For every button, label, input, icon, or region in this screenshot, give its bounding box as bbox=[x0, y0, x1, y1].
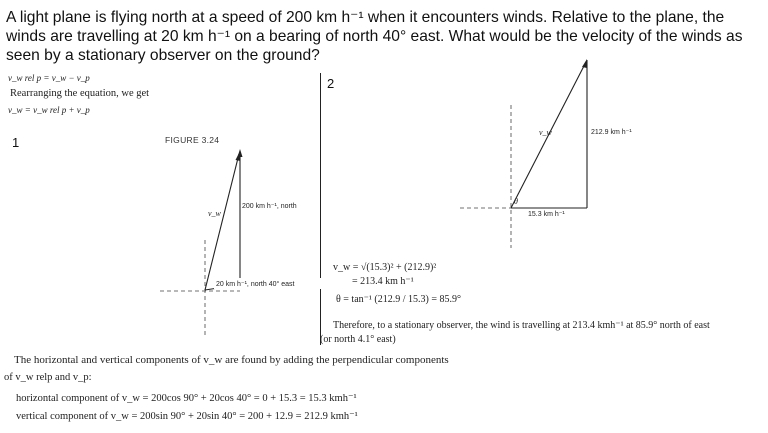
question-text: A light plane is flying north at a speed of 200 km h⁻¹ when it encounters winds. Relative to the plane, the winds are travelling at 20 km h⁻¹ on a bearing of north 40° east. What would be the velocity of the winds as seen by a stationary observer on the ground? bbox=[6, 9, 743, 64]
figure-title: FIGURE 3.24 bbox=[165, 135, 220, 145]
label-20-north-40-east: 20 km h⁻¹, north 40° east bbox=[216, 281, 295, 288]
rearranging-text: Rearranging the equation, we get bbox=[10, 88, 150, 99]
vertical-component-calc: vertical component of v_w = 200sin 90° + 20sin 40° = 200 + 12.9 = 212.9 kmh⁻¹ bbox=[16, 411, 358, 422]
label-15-3: 15.3 km h⁻¹ bbox=[528, 211, 565, 218]
calc-magnitude: v_w = √(15.3)² + (212.9)² bbox=[333, 262, 437, 273]
label-theta: θ bbox=[514, 197, 518, 206]
calc-magnitude-result: = 213.4 km h⁻¹ bbox=[352, 276, 414, 287]
resultant-vector bbox=[205, 154, 239, 290]
label-200-north: 200 km h⁻¹, north bbox=[242, 203, 297, 210]
label-vw-left: v_w bbox=[208, 209, 221, 218]
conclusion-line-2: (or north 4.1° east) bbox=[320, 334, 396, 345]
figure-1-diagram bbox=[160, 149, 344, 335]
label-212-9: 212.9 km h⁻¹ bbox=[591, 129, 632, 136]
components-intro-2: of v_w relp and v_p: bbox=[4, 372, 92, 383]
components-intro: The horizontal and vertical components of v_w are found by adding the perpendicular components bbox=[14, 354, 449, 366]
resultant-arrowhead-2 bbox=[582, 59, 587, 68]
equation-wind-velocity: v_w = v_w rel p + v_p bbox=[8, 105, 90, 115]
figure-2-diagram bbox=[460, 59, 632, 248]
horizontal-component-calc: horizontal component of v_w = 200cos 90° + 20cos 40° = 0 + 15.3 = 15.3 kmh⁻¹ bbox=[16, 393, 357, 404]
conclusion-line-1: Therefore, to a stationary observer, the wind is travelling at 213.4 kmh⁻¹ at 85.9° north of east bbox=[333, 320, 710, 331]
calc-angle: θ = tan⁻¹ (212.9 / 15.3) = 85.9° bbox=[336, 294, 461, 305]
equation-relative-velocity: v_w rel p = v_w − v_p bbox=[8, 73, 90, 83]
part-number-1: 1 bbox=[12, 135, 20, 150]
part-number-2: 2 bbox=[327, 76, 335, 91]
label-vw-right: v_w bbox=[539, 128, 552, 137]
